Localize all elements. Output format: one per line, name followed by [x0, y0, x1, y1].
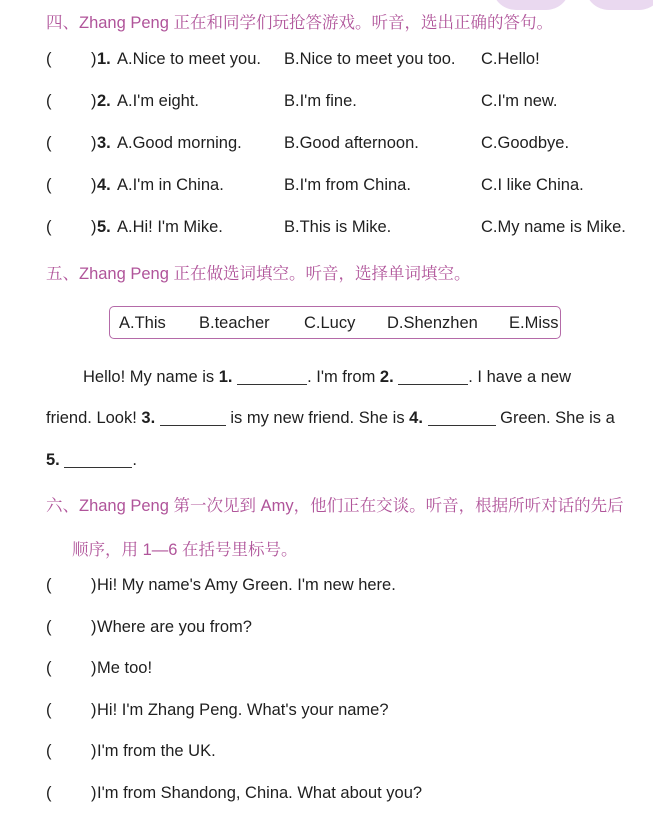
blank-number: 2. — [379, 368, 394, 386]
option-a: A.Good morning. — [117, 134, 242, 152]
blank-number: 1. — [218, 368, 233, 386]
question-number: 1. — [97, 50, 111, 68]
order-paren-close: ) — [91, 784, 97, 802]
question-number: 3. — [97, 134, 111, 152]
order-paren-open[interactable]: ( — [46, 701, 52, 719]
word-option: B.teacher — [199, 314, 270, 332]
passage-text: is my new friend. She is — [225, 409, 410, 427]
order-paren-open[interactable]: ( — [46, 784, 52, 802]
option-b: B.This is Mike. — [284, 218, 392, 236]
blank-3[interactable] — [160, 409, 226, 426]
option-c: C.My name is Mike. — [481, 218, 626, 236]
section-6-title: 六、Zhang Peng 第一次见到 Amy，他们正在交谈。听音，根据所听对话的先后 — [46, 497, 624, 515]
answer-paren-close: ) — [91, 176, 97, 194]
dialogue-text: Me too! — [97, 659, 153, 677]
option-c: C.I like China. — [481, 176, 584, 194]
answer-paren-close: ) — [91, 218, 97, 236]
passage-text: Green. She is a — [500, 409, 615, 427]
blank-5[interactable] — [64, 451, 132, 468]
option-b: B.Nice to meet you too. — [284, 50, 456, 68]
section-4-title: 四、Zhang Peng 正在和同学们玩抢答游戏。听音，选出正确的答句。 — [46, 14, 553, 32]
option-c: C.Goodbye. — [481, 134, 570, 152]
passage-text: Hello! My name is — [83, 368, 219, 386]
order-paren-close: ) — [91, 576, 97, 594]
dialogue-text: I'm from Shandong, China. What about you? — [97, 784, 423, 802]
passage-text: . I have a new — [468, 368, 571, 386]
word-option: E.Miss — [509, 314, 559, 332]
fill-paragraph-line — [83, 368, 626, 387]
order-paren-close: ) — [91, 618, 97, 636]
order-paren-close: ) — [91, 659, 97, 677]
answer-paren-open[interactable]: ( — [46, 134, 52, 152]
section-6-title-continued: 顺序，用 1—6 在括号里标号。 — [72, 541, 298, 559]
dialogue-text: I'm from the UK. — [97, 742, 216, 760]
dialogue-text: Where are you from? — [97, 618, 252, 636]
question-number: 5. — [97, 218, 111, 236]
word-option: A.This — [119, 314, 166, 332]
fill-paragraph-line — [46, 451, 137, 470]
option-b: B.Good afternoon. — [284, 134, 419, 152]
word-bank — [109, 306, 561, 339]
passage-text: . I'm from — [307, 368, 380, 386]
option-a: A.Nice to meet you. — [117, 50, 261, 68]
word-option: C.Lucy — [304, 314, 356, 332]
order-paren-open[interactable]: ( — [46, 618, 52, 636]
blank-4[interactable] — [428, 409, 496, 426]
answer-paren-close: ) — [91, 134, 97, 152]
answer-paren-close: ) — [91, 92, 97, 110]
option-a: A.I'm in China. — [117, 176, 224, 194]
blank-number: 4. — [409, 409, 423, 427]
option-b: B.I'm from China. — [284, 176, 411, 194]
answer-paren-close: ) — [91, 50, 97, 68]
option-a: A.Hi! I'm Mike. — [117, 218, 223, 236]
option-c: C.I'm new. — [481, 92, 558, 110]
question-number: 2. — [97, 92, 111, 110]
blank-2[interactable] — [398, 368, 468, 385]
answer-paren-open[interactable]: ( — [46, 176, 52, 194]
header-decoration — [585, 0, 653, 10]
order-paren-open[interactable]: ( — [46, 576, 52, 594]
order-paren-close: ) — [91, 742, 97, 760]
option-a: A.I'm eight. — [117, 92, 200, 110]
order-paren-open[interactable]: ( — [46, 742, 52, 760]
order-paren-close: ) — [91, 701, 97, 719]
answer-paren-open[interactable]: ( — [46, 218, 52, 236]
dialogue-text: Hi! My name's Amy Green. I'm new here. — [97, 576, 396, 594]
fill-paragraph-line — [46, 409, 626, 428]
blank-number: 3. — [141, 409, 156, 427]
blank-1[interactable] — [237, 368, 307, 385]
passage-text: friend. Look! — [46, 409, 142, 427]
question-number: 4. — [97, 176, 111, 194]
option-c: C.Hello! — [481, 50, 540, 68]
dialogue-text: Hi! I'm Zhang Peng. What's your name? — [97, 701, 389, 719]
answer-paren-open[interactable]: ( — [46, 50, 52, 68]
passage-text: . — [132, 451, 137, 469]
section-5-title: 五、Zhang Peng 正在做选词填空。听音，选择单词填空。 — [46, 265, 471, 283]
answer-paren-open[interactable]: ( — [46, 92, 52, 110]
option-b: B.I'm fine. — [284, 92, 357, 110]
word-option: D.Shenzhen — [387, 314, 478, 332]
blank-number: 5. — [46, 451, 60, 469]
order-paren-open[interactable]: ( — [46, 659, 52, 677]
